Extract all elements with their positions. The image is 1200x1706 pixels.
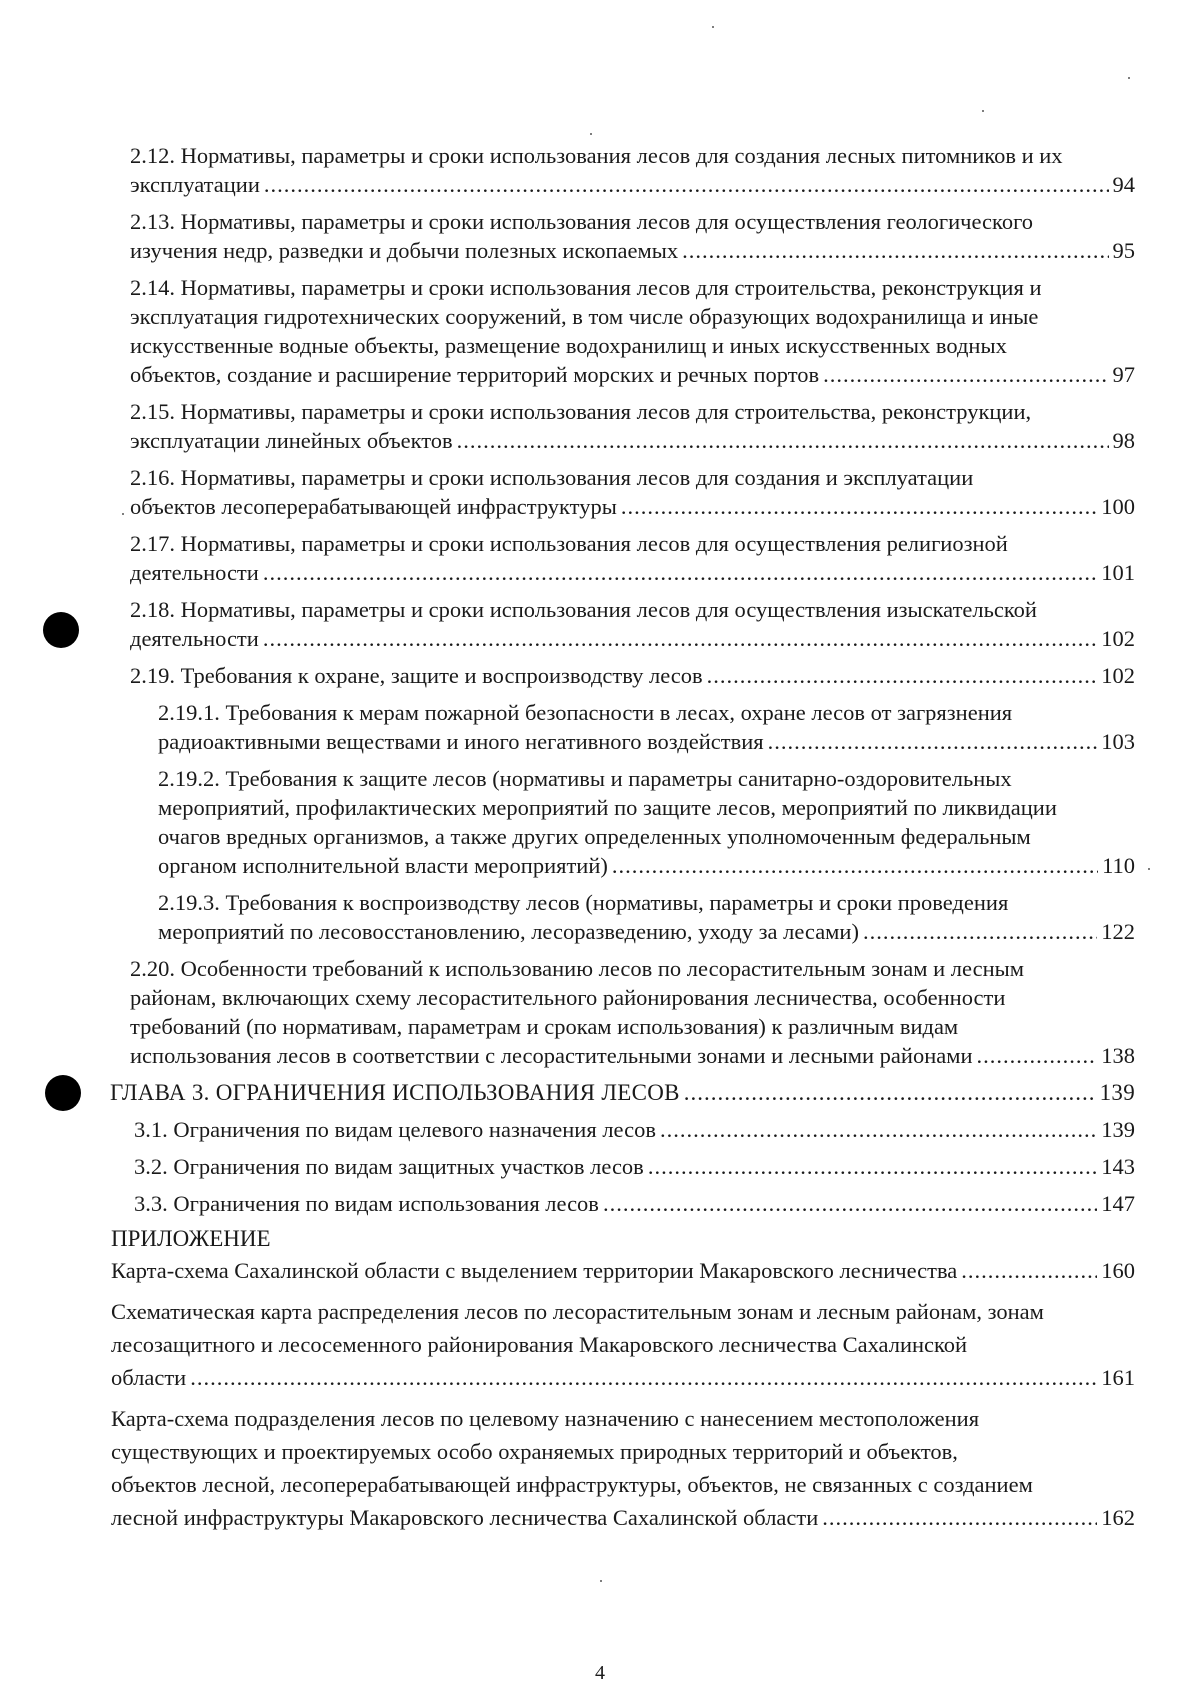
scan-speck	[122, 513, 124, 515]
toc-entry-text: 2.16. Нормативы, параметры и сроки использования лесов для создания и эксплуатации	[130, 465, 974, 490]
page-ref: 110	[1102, 853, 1135, 878]
dot-leader	[961, 1254, 1097, 1287]
toc-entry-text: эксплуатация гидротехнических сооружений, в том числе образующих водохранилища и иные	[130, 304, 1039, 329]
toc-subentry[interactable]	[158, 698, 1135, 756]
toc-entry-text: радиоактивными веществами и иного негативного воздействия	[158, 729, 764, 754]
toc-entry-text: 3.2. Ограничения по видам защитных участков лесов	[134, 1154, 644, 1179]
toc-entry-text: эксплуатации	[130, 172, 260, 197]
toc-entry[interactable]	[134, 1152, 1135, 1181]
page-ref: 139	[1101, 1117, 1135, 1142]
dot-leader	[977, 1041, 1098, 1070]
dot-leader	[684, 1078, 1096, 1107]
toc-entry-text: области	[111, 1365, 187, 1390]
page-ref: 94	[1112, 172, 1135, 197]
toc-entry[interactable]	[130, 273, 1135, 389]
page-ref: 139	[1099, 1080, 1135, 1105]
toc-entry-text: объектов, создание и расширение территорий морских и речных портов	[130, 362, 820, 387]
toc-entry-text: 2.19. Требования к охране, защите и воспроизводству лесов	[130, 663, 703, 688]
toc-entry-text: 2.19.3. Требования к воспроизводству лесов (нормативы, параметры и сроки проведения	[158, 890, 1009, 915]
toc-appendix-entry[interactable]	[111, 1254, 1135, 1287]
toc-subentry[interactable]	[158, 888, 1135, 946]
dot-leader	[822, 1501, 1097, 1534]
page-ref: 162	[1101, 1505, 1135, 1530]
dot-leader	[263, 558, 1097, 587]
dot-leader	[863, 917, 1097, 946]
page-ref: 161	[1101, 1365, 1135, 1390]
toc-entry-text: районам, включающих схему лесорастительного районирования лесничества, особенности	[130, 985, 1006, 1010]
dot-leader	[190, 1361, 1097, 1394]
toc-entry[interactable]	[130, 397, 1135, 455]
toc-entry[interactable]	[134, 1189, 1135, 1218]
toc-entry-text: 2.20. Особенности требований к использованию лесов по лесорастительным зонам и лесным	[130, 956, 1024, 981]
toc-entry-text: деятельности	[130, 560, 259, 585]
dot-leader	[707, 661, 1098, 690]
page-ref: 122	[1101, 919, 1135, 944]
toc-entry-text: существующих и проектируемых особо охраняемых природных территорий и объектов,	[111, 1439, 958, 1464]
toc-entry-text: 2.14. Нормативы, параметры и сроки использования лесов для строительства, реконструкция и	[130, 275, 1042, 300]
toc-entry-text: 2.15. Нормативы, параметры и сроки использования лесов для строительства, реконструкции,	[130, 399, 1032, 424]
dot-leader	[263, 624, 1097, 653]
dot-leader	[682, 236, 1108, 265]
toc-entry-text: деятельности	[130, 626, 259, 651]
toc-entry-text: объектов лесной, лесоперерабатывающей инфраструктуры, объектов, не связанных с созданием	[111, 1472, 1033, 1497]
toc-appendix-entry[interactable]	[111, 1402, 1135, 1534]
toc-entry-text: 3.3. Ограничения по видам использования лесов	[134, 1191, 599, 1216]
toc-entry-text: 2.19.1. Требования к мерам пожарной безопасности в лесах, охране лесов от загрязнения	[158, 700, 1013, 725]
toc-entry[interactable]	[130, 954, 1135, 1070]
toc-entry[interactable]	[130, 207, 1135, 265]
toc-entry-text: 2.19.2. Требования к защите лесов (нормативы и параметры санитарно-оздоровительных	[158, 766, 1012, 791]
toc-entry-text: Карта-схема подразделения лесов по целевому назначению с нанесением местоположения	[111, 1406, 980, 1431]
toc-entry-text: Схематическая карта распределения лесов по лесорастительным зонам и лесным районам, зонам	[111, 1299, 1044, 1324]
toc-entry-text: требований (по нормативам, параметрам и срокам использования) к различным видам	[130, 1014, 959, 1039]
toc-entry-text: 2.18. Нормативы, параметры и сроки использования лесов для осуществления изыскательской	[130, 597, 1037, 622]
toc-entry[interactable]	[130, 463, 1135, 521]
dot-leader	[603, 1189, 1097, 1218]
toc-entry-text: изучения недр, разведки и добычи полезных ископаемых	[130, 238, 679, 263]
page-ref: 95	[1112, 238, 1135, 263]
dot-leader	[648, 1152, 1097, 1181]
page-ref: 143	[1101, 1154, 1135, 1179]
punch-hole-mark	[43, 612, 79, 648]
toc-entry-text: очагов вредных организмов, а также других определенных уполномоченным федеральным	[158, 824, 1031, 849]
toc-entry-text: 2.13. Нормативы, параметры и сроки использования лесов для осуществления геологического	[130, 209, 1033, 234]
toc-appendix-entry[interactable]	[111, 1295, 1135, 1394]
page-ref: 138	[1101, 1043, 1135, 1068]
toc-entry-text: лесной инфраструктуры Макаровского лесничества Сахалинской области	[111, 1505, 819, 1530]
toc-entry-text: эксплуатации линейных объектов	[130, 428, 453, 453]
toc-entry[interactable]	[134, 1115, 1135, 1144]
appendix-heading: ПРИЛОЖЕНИЕ	[111, 1226, 271, 1251]
scan-speck	[1148, 868, 1150, 870]
punch-hole-mark	[45, 1075, 81, 1111]
toc-entry-text: мероприятий по лесовосстановлению, лесоразведению, уходу за лесами)	[158, 919, 859, 944]
scan-speck	[600, 1580, 602, 1582]
page-ref: 100	[1101, 494, 1135, 519]
toc-entry-text: искусственные водные объекты, размещение водохранилищ и иных искусственных водных	[130, 333, 1007, 358]
scan-speck	[590, 133, 592, 135]
toc-entry-text: органом исполнительной власти мероприятий)	[158, 853, 608, 878]
toc-entry-text: Карта-схема Сахалинской области с выделением территории Макаровского лесничества	[111, 1258, 958, 1283]
toc-entry[interactable]	[130, 529, 1135, 587]
toc-entry[interactable]	[130, 595, 1135, 653]
toc-entry-text: 2.17. Нормативы, параметры и сроки использования лесов для осуществления религиозной	[130, 531, 1008, 556]
toc-entry-text: 3.1. Ограничения по видам целевого назначения лесов	[134, 1117, 656, 1142]
dot-leader	[264, 170, 1109, 199]
toc-entry-text: использования лесов в соответствии с лесорастительными зонами и лесными районами	[130, 1043, 973, 1068]
toc-chapter-entry[interactable]	[110, 1078, 1135, 1107]
toc-entry-text: 2.12. Нормативы, параметры и сроки использования лесов для создания лесных питомников и их	[130, 143, 1063, 168]
toc-entry-text: мероприятий, профилактических мероприятий по защите лесов, мероприятий по ликвидации	[158, 795, 1057, 820]
toc-subentry[interactable]	[158, 764, 1135, 880]
table-of-contents	[110, 141, 1135, 1542]
toc-entry[interactable]	[130, 141, 1135, 199]
toc-entry-text: лесозащитного и лесосеменного районирования Макаровского лесничества Сахалинской	[111, 1332, 968, 1357]
scan-speck	[1128, 77, 1130, 79]
page-ref: 102	[1101, 626, 1135, 651]
scan-speck	[982, 110, 984, 112]
toc-entry[interactable]	[130, 661, 1135, 690]
page-ref: 160	[1101, 1258, 1135, 1283]
dot-leader	[457, 426, 1109, 455]
page-ref: 97	[1112, 362, 1135, 387]
dot-leader	[621, 492, 1097, 521]
page-ref: 147	[1101, 1191, 1135, 1216]
page-ref: 103	[1101, 729, 1135, 754]
dot-leader	[823, 360, 1108, 389]
page-ref: 102	[1101, 663, 1135, 688]
scan-speck	[712, 26, 714, 28]
dot-leader	[612, 851, 1098, 880]
page-ref: 101	[1101, 560, 1135, 585]
page-number: 4	[595, 1662, 605, 1684]
toc-entry-text: объектов лесоперерабатывающей инфраструктуры	[130, 494, 617, 519]
chapter-title: ГЛАВА 3. ОГРАНИЧЕНИЯ ИСПОЛЬЗОВАНИЯ ЛЕСОВ	[110, 1080, 680, 1105]
page-ref: 98	[1112, 428, 1135, 453]
dot-leader	[768, 727, 1098, 756]
dot-leader	[660, 1115, 1097, 1144]
